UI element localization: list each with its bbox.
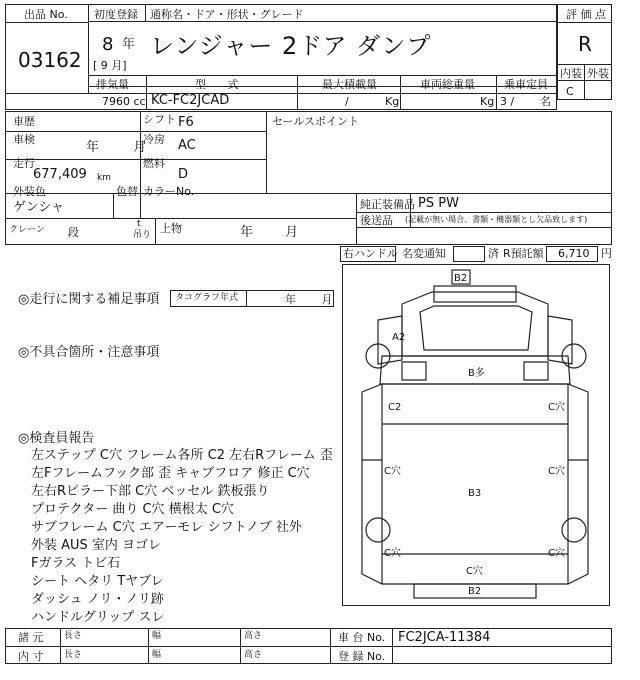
capacity-value: 3 / [500, 95, 515, 108]
ac-label: 冷房 [143, 133, 165, 146]
mark-tailgate: B2 [468, 586, 482, 597]
shift-value: F6 [178, 115, 194, 130]
report-line: 左ステップ C穴 フレーム各所 C2 左右Rフレーム 歪 [31, 448, 333, 463]
inspection-value: 年 月 [86, 140, 147, 155]
tax-amount: 6,710 [558, 247, 590, 260]
truck-diagram [342, 264, 610, 606]
interior-score: C [566, 85, 574, 98]
tachograph-value: 年 月 [285, 293, 333, 306]
left-door-panel [402, 362, 426, 380]
name-change-label: 名変通知 [402, 247, 446, 260]
spec-row-frame [5, 94, 557, 110]
car-name: レンジャー 2ドア ダンプ [150, 32, 432, 60]
max-load-unit: Kg [385, 95, 400, 108]
displacement-value: 7960 cc [102, 95, 146, 108]
color-value: ゲンシャ [13, 200, 65, 215]
mark-left-rear: C穴 [384, 548, 401, 559]
color-label: 外装色 [13, 185, 46, 198]
report-line: Fガラス トビ石 [31, 556, 121, 571]
mark-right-rear: C穴 [548, 548, 565, 559]
registration-era: 8 [102, 34, 114, 55]
report-line: プロテクター 曲り C穴 横根太 C穴 [31, 502, 234, 517]
max-load-value: / [345, 95, 349, 108]
tax-label: R預託額 [503, 247, 544, 260]
width-label: 幅 [152, 631, 162, 641]
lot-label: 出品 No. [24, 8, 68, 21]
capacity-unit: 名 [540, 95, 551, 108]
model-code-value: KC-FC2JCAD [151, 93, 230, 108]
report-line: 左右Rピラー下部 C穴 ベッセル 鉄板張り [31, 484, 270, 499]
capacity-label: 乗車定員 [504, 78, 548, 91]
era-unit: 年 [122, 37, 136, 52]
fuel-label: 燃料 [143, 157, 165, 170]
mileage-unit: km [97, 173, 111, 183]
crane-label: クレーン [9, 225, 45, 235]
report-line: ハンドルグリップ スレ [31, 610, 165, 625]
crane-stage: 段 [68, 226, 79, 239]
inspector-report-title: ◎検査員報告 [18, 431, 95, 446]
cab-front-bumper [434, 286, 516, 302]
mark-left-bed: C2 [388, 402, 402, 413]
color-change-label: 色替 [116, 185, 138, 198]
rear-left-wheel [366, 518, 390, 542]
report-line: サブフレーム C穴 エアーモレ シフトノブ 社外 [31, 520, 302, 535]
chassis-label: 車 台 No. [338, 631, 386, 644]
lot-number: 03162 [18, 48, 82, 72]
shift-label: シフト [143, 113, 176, 126]
fuel-value: D [178, 167, 189, 182]
rhd-label: 右ハンドル [343, 247, 398, 260]
mileage-label: 走行 [13, 157, 35, 170]
cab-windshield [420, 306, 532, 350]
mark-left-side: C穴 [384, 466, 401, 477]
mark-windshield: B多 [468, 368, 485, 379]
height-label: 高さ [244, 650, 263, 660]
tax-prefix: 済 [488, 247, 499, 260]
color-no-label: カラーNo. [143, 185, 195, 198]
gross-weight-unit: Kg [480, 95, 495, 108]
name-change-box [453, 246, 485, 262]
overall-score: R [578, 32, 592, 56]
bed-value: 年 月 [240, 225, 299, 240]
mark-right-bed: C穴 [548, 402, 565, 413]
sales-point-label: セールスポイント [272, 115, 360, 128]
interior-label: 内装 [560, 67, 582, 80]
evaluation-label: 評 価 点 [566, 8, 606, 21]
crane-lift: 吊り [133, 230, 152, 240]
model-name-label: 通称名・ドア・形状・グレード [150, 8, 304, 21]
retrofit-label: 後送品 [360, 214, 393, 227]
tachograph-label: タコグラフ年式 [175, 293, 239, 303]
crane-lift-unit: t [137, 219, 141, 229]
report-line: 左Fフレームフック部 歪 キャブフロア 修正 C穴 [31, 466, 310, 481]
inner-dim-label: 内 寸 [18, 650, 44, 663]
registration-month: [ 9 月] [93, 59, 127, 72]
registration-label: 登 録 No. [338, 650, 386, 663]
equipment-value: PS PW [418, 196, 459, 211]
inspection-label: 車検 [13, 133, 35, 146]
history-label: 車歴 [13, 115, 35, 128]
retrofit-note: (記載が無い場合、書類・機器類とし欠品致します) [405, 215, 588, 224]
spec-label: 諸 元 [18, 631, 44, 644]
max-load-label: 最大積載量 [322, 78, 377, 91]
bed-label: 上物 [160, 222, 182, 235]
report-line: シート ヘタリ Tヤブレ [31, 574, 164, 589]
mark-right-side: C穴 [548, 466, 565, 477]
length-label: 長さ [64, 631, 83, 641]
mark-cab: A2 [392, 332, 406, 343]
exterior-label: 外装 [587, 67, 609, 80]
length-label: 長さ [64, 650, 83, 660]
chassis-number: FC2JCA-11384 [398, 630, 491, 645]
mileage-value: 677,409 [33, 167, 87, 182]
gross-weight-label: 車両総重量 [420, 78, 475, 91]
mark-front: B2 [454, 273, 468, 284]
model-code-label: 型 式 [195, 78, 239, 91]
rear-right-wheel [562, 518, 586, 542]
height-label: 高さ [244, 631, 263, 641]
tax-unit: 円 [601, 247, 612, 260]
report-line: 外装 AUS 室内 ヨゴレ [31, 538, 162, 553]
ac-value: AC [178, 138, 196, 153]
right-door-panel [524, 362, 548, 380]
report-line: ダッシュ ノリ・ノリ跡 [31, 592, 164, 607]
driving-notes-title: ◎走行に関する補足事項 [18, 292, 160, 307]
mark-bed-floor: B3 [468, 488, 482, 499]
first-reg-label: 初度登録 [94, 8, 138, 21]
defects-title: ◎不具合箇所・注意事項 [18, 345, 160, 360]
width-label: 幅 [152, 650, 162, 660]
displacement-label: 排気量 [96, 78, 129, 91]
equipment-label: 純正装備品 [360, 198, 415, 211]
mark-tailgate-area: C穴 [466, 566, 483, 577]
